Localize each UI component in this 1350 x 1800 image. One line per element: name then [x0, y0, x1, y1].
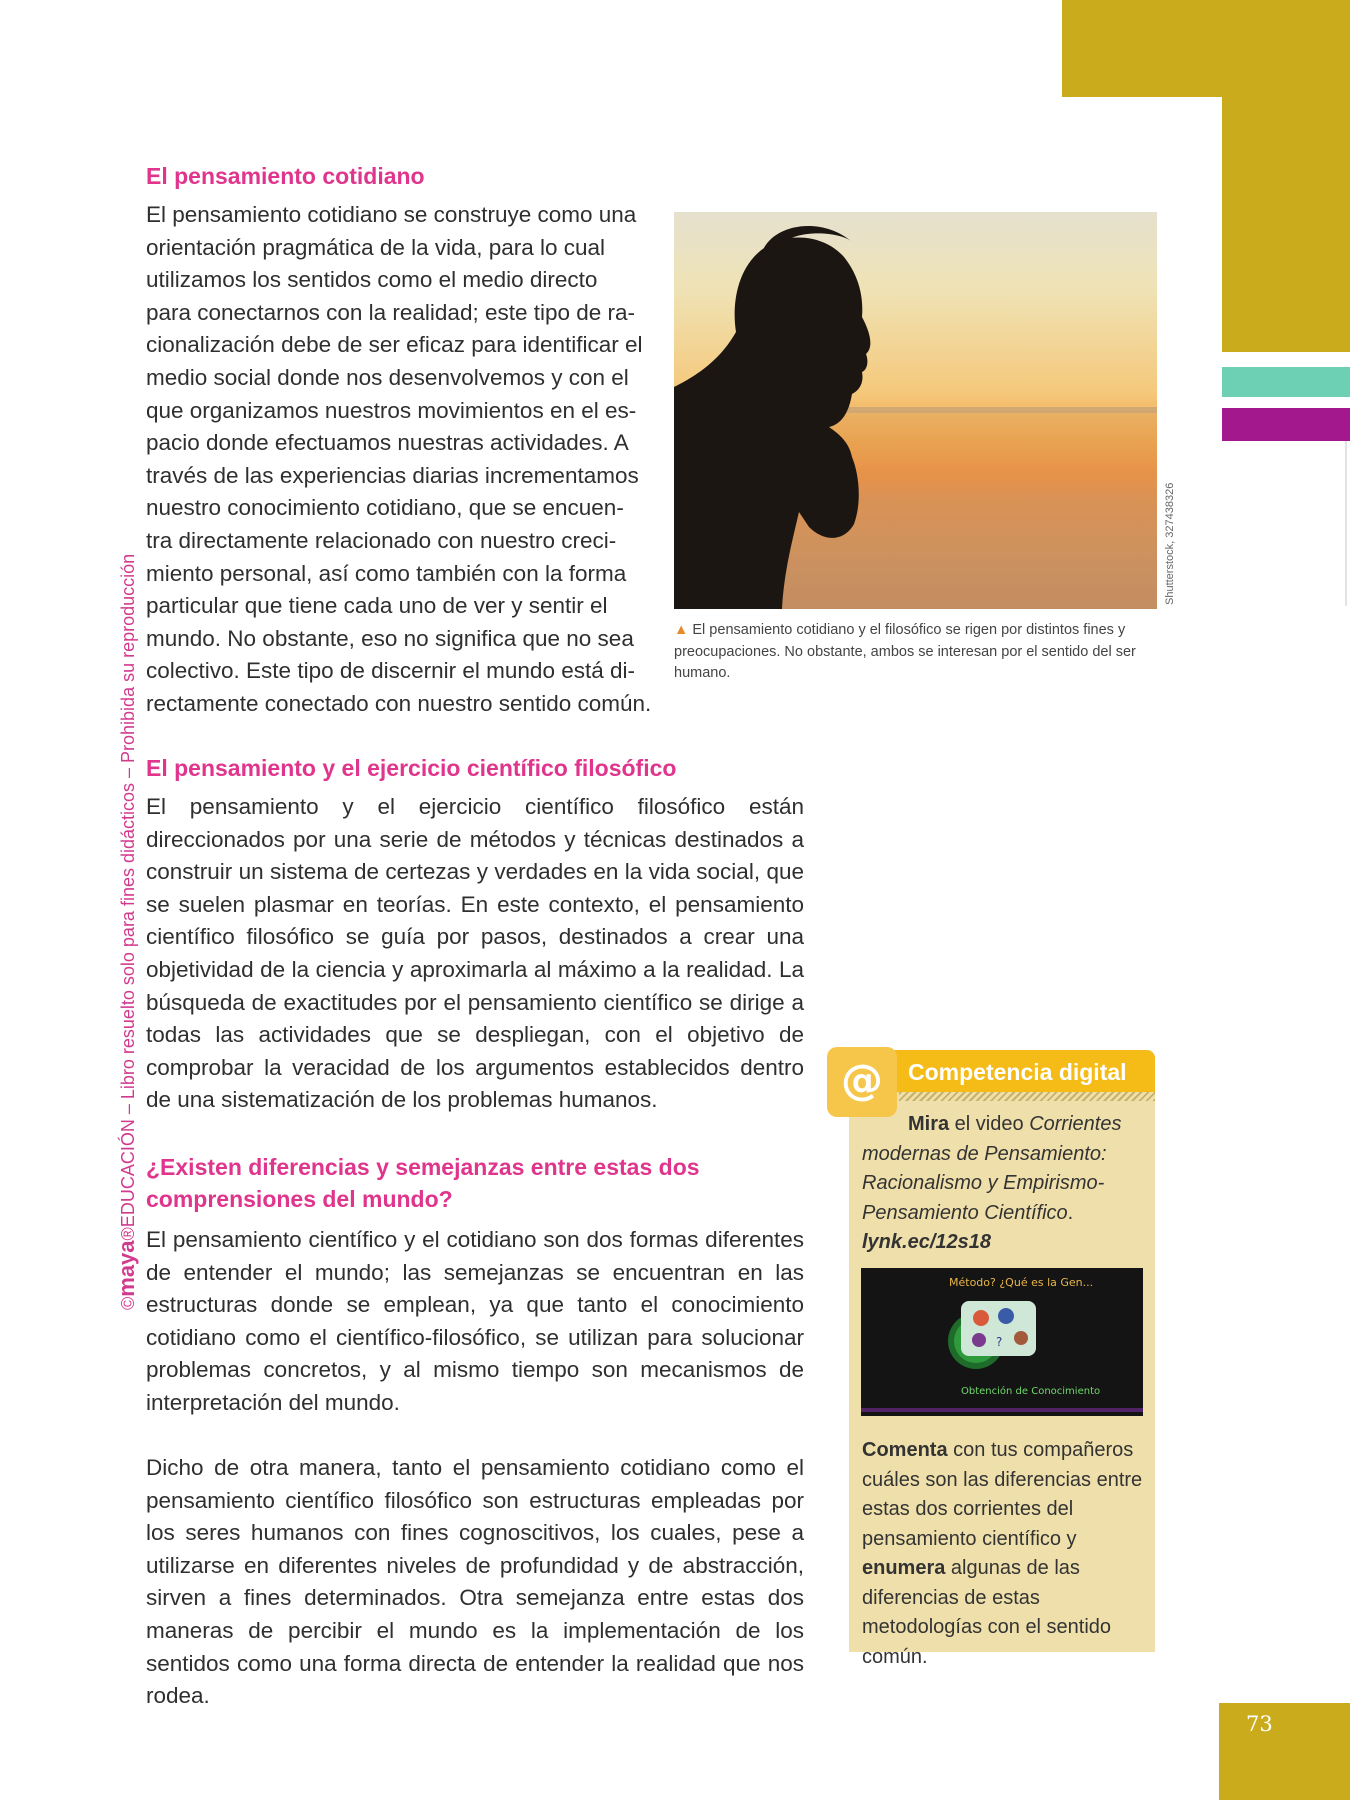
brand-logo-text: maya [114, 1240, 139, 1297]
section-body-cotidiano [146, 199, 666, 721]
copyright-symbol: © [118, 1296, 138, 1310]
mira-label: Mira [908, 1113, 950, 1135]
section-body-diferencias-2: Dicho de otra manera, tanto el pensamiento cotidiano como el pensamiento científico filosófico son estructuras empleadas por los seres humanos con fines cognoscitivos, los cuales, pese a utilizarse en diferentes niveles de profundidad y de abstracción, sirven a fines determinados. Otra semejanza entre estas dos maneras de percibir el mundo es la implementación de los sentidos como una forma directa de entender la realidad que nos rodea. [146, 1455, 804, 1709]
activity-text-1: con tus compañeros cuáles son las diferencias entre estas dos corrientes del pensamiento científico y [862, 1439, 1143, 1550]
registered-symbol: ® [118, 1227, 138, 1241]
video-text-top: Método? ¿Qué es la Gen... [949, 1276, 1094, 1289]
digital-activity [862, 1436, 1146, 1672]
decorative-edge-line [1345, 441, 1347, 606]
copyright-side-text [114, 470, 140, 1310]
enumera-label: enumera [862, 1557, 946, 1579]
text-line: El pensamiento cotidiano se construye como una [146, 202, 637, 227]
section-heading-cotidiano: El pensamiento cotidiano [146, 163, 425, 189]
header-stripes [899, 1092, 1155, 1101]
text-line: para conectarnos con la realidad; este tipo de ra- [146, 299, 636, 325]
text-line: utilizamos los sentidos como el medio directo [146, 267, 598, 293]
section-heading-cientifico: El pensamiento y el ejercicio científico filosófico [146, 755, 677, 781]
text-line: que organizamos nuestros movimientos en el es- [146, 397, 637, 423]
text-line: tra directamente relacionado con nuestro creci- [146, 527, 617, 553]
copyright-notice: EDUCACIÓN – Libro resuelto solo para fines didácticos – Prohibida su reproducción [118, 553, 138, 1228]
intro-text: el video [949, 1113, 1030, 1135]
digital-instruction [862, 1110, 1146, 1258]
activity-text-2: algunas de las diferencias de estas metodologías con el sentido común. [862, 1557, 1112, 1668]
text-line: nuestro conocimiento cotidiano, que se encuen- [146, 495, 624, 521]
text-line: pacio donde efectuamos nuestras actividades. A [146, 430, 629, 456]
silhouette-photo [674, 212, 1157, 609]
comenta-label: Comenta [862, 1439, 948, 1461]
photo-caption [674, 620, 1160, 685]
text-line: particular que tiene cada uno de ver y sentir el [146, 593, 608, 619]
caption-text: El pensamiento cotidiano y el filosófico se rigen por distintos fines y preocupaciones. No obstante, ambos se interesan por el sentido del ser humano. [674, 622, 1136, 681]
video-frame-illustration [861, 1268, 1143, 1416]
section-heading-diferencias: ¿Existen diferencias y semejanzas entre estas dos comprensiones del mundo? [146, 1154, 700, 1212]
decorative-divider [1222, 352, 1350, 357]
svg-text:?: ? [996, 1335, 1003, 1349]
video-title: Corrientes modernas de Pensamiento: Racionalismo y Empirismo-Pensamiento Científico [862, 1113, 1122, 1224]
photo-credit: Shutterstock, 327438326 [1164, 482, 1176, 605]
at-icon: @ [827, 1047, 897, 1117]
text-line: miento personal, así como también con la forma [146, 560, 627, 586]
text-line: través de las experiencias diarias incrementamos [146, 462, 639, 488]
section-body-diferencias-1: El pensamiento científico y el cotidiano son dos formas diferentes de entender el mundo; las semejanzas se encuentran en las estructuras donde se emplean, ya que tanto el conocimiento cotidiano como el científico-filosófico, se utilizan para solucionar problemas concretos, y al mismo tiempo son mecanismos de interpretación del mundo. [146, 1227, 804, 1415]
decorative-gold-tab [1062, 0, 1350, 97]
section-body-cientifico: El pensamiento y el ejercicio científico filosófico están direccionados por una serie de métodos y técnicas destinados a construir un sistema de certezas y verdades en la vida social, que se suelen plasmar en teorías. En este contexto, el pensamiento científico filosófico se guía por pasos, destinados a crear una objetividad de la ciencia y aproximarla al máximo a la realidad. La búsqueda de exactitudes por el pensamiento científico se dirige a todas las actividades que se despliegan, con el objetivo de comprobar la veracidad de los argumentos establecidos dentro de una sistematización de los problemas humanos. [146, 794, 804, 1113]
digital-competence-title: Competencia digital [908, 1059, 1127, 1085]
text-line: mundo. No obstante, eso no significa que no sea [146, 625, 634, 651]
text-line: rectamente conectado con nuestro sentido común. [146, 690, 652, 716]
page-number-box [1219, 1703, 1350, 1800]
period-text: . [1067, 1201, 1074, 1224]
video-link[interactable]: lynk.ec/12s18 [862, 1231, 991, 1253]
decorative-teal-band [1222, 367, 1350, 397]
decorative-magenta-band [1222, 408, 1350, 441]
page-number: 73 [1246, 1712, 1273, 1736]
video-thumbnail[interactable] [861, 1268, 1143, 1416]
text-line: cionalización debe de ser eficaz para identificar el [146, 332, 643, 358]
text-line: orientación pragmática de la vida, para lo cual [146, 234, 606, 260]
text-line: medio social donde nos desenvolvemos y con el [146, 364, 629, 390]
video-text-bottom: Obtención de Conocimiento [961, 1386, 1101, 1397]
text-line: colectivo. Este tipo de discernir el mundo está di- [146, 658, 635, 684]
silhouette-illustration [674, 212, 1157, 609]
caption-triangle-icon: ▲ [674, 622, 689, 638]
decorative-gold-band [1222, 97, 1350, 353]
